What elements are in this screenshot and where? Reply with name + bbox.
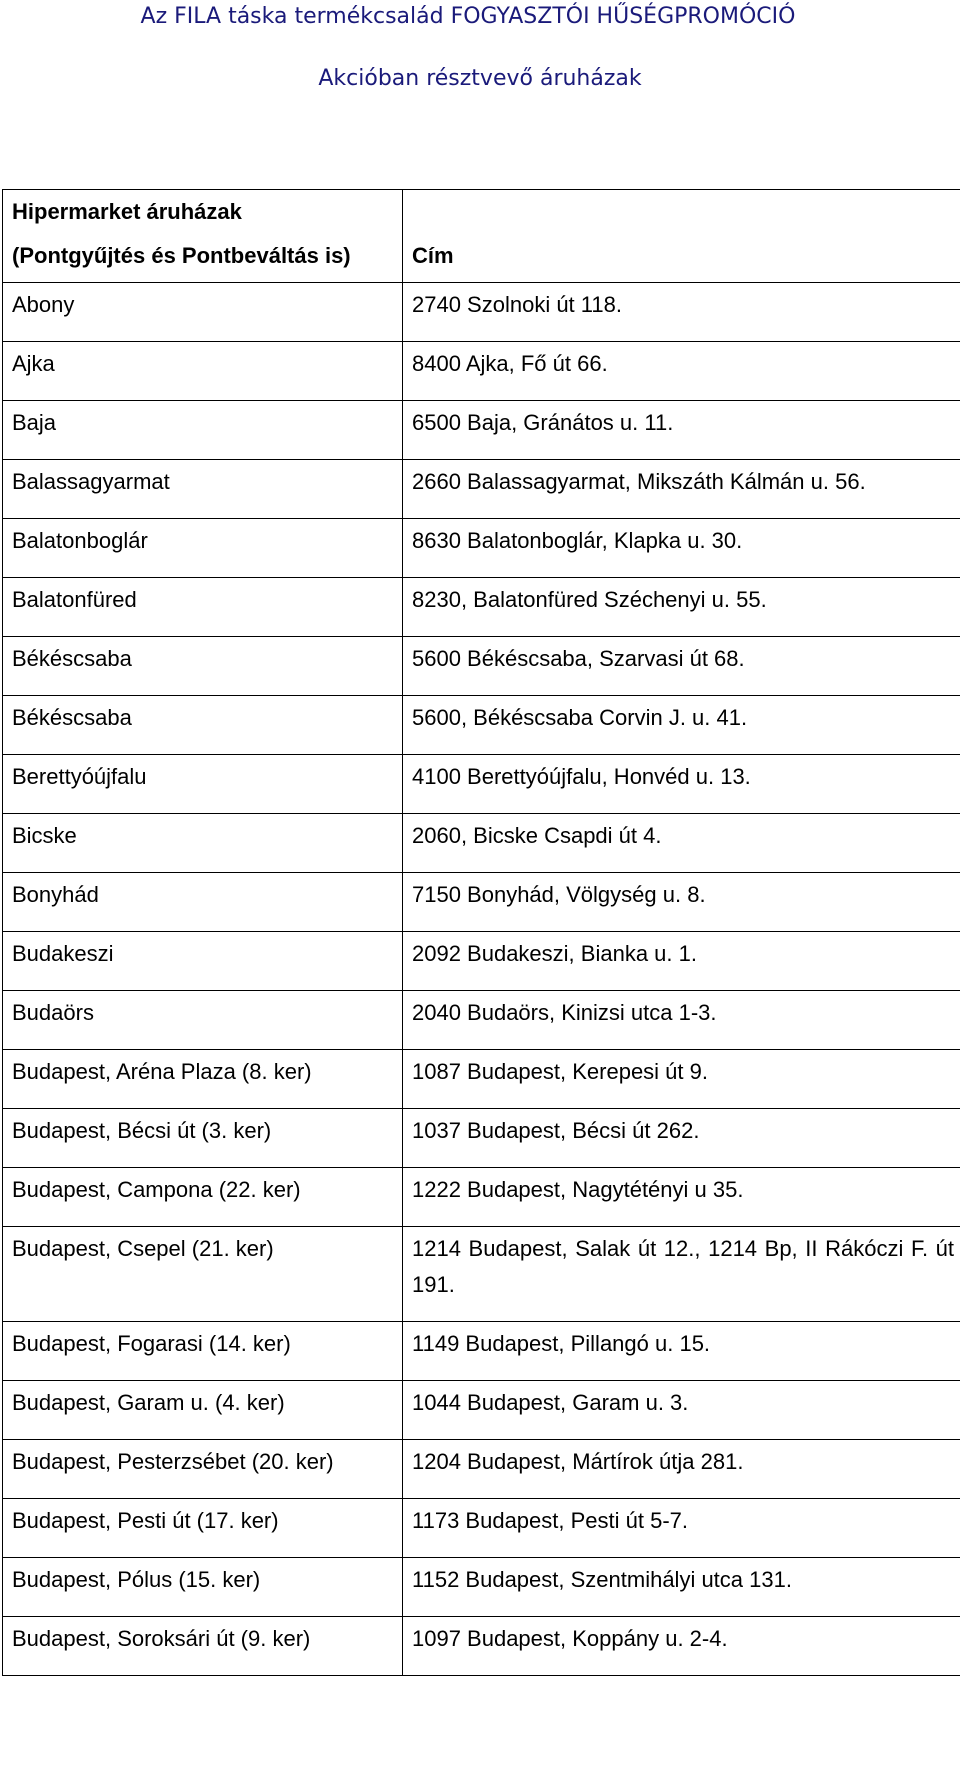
store-address: 2740 Szolnoki út 118. bbox=[412, 292, 622, 317]
store-name: Budapest, Pesti út (17. ker) bbox=[12, 1508, 279, 1533]
store-cell bbox=[3, 932, 403, 991]
store-address: 5600 Békéscsaba, Szarvasi út 68. bbox=[412, 646, 745, 671]
store-cell bbox=[3, 1322, 403, 1381]
table-row bbox=[3, 991, 960, 1050]
store-cell bbox=[3, 519, 403, 578]
address-cell bbox=[403, 991, 960, 1050]
store-cell bbox=[3, 755, 403, 814]
table-row bbox=[3, 932, 960, 991]
store-address: 8400 Ajka, Fő út 66. bbox=[412, 351, 608, 376]
table-row bbox=[3, 401, 960, 460]
store-address: 4100 Berettyóújfalu, Honvéd u. 13. bbox=[412, 764, 751, 789]
table-row bbox=[3, 1440, 960, 1499]
page-subtitle: Akcióban résztvevő áruházak bbox=[318, 66, 642, 91]
store-name: Budapest, Fogarasi (14. ker) bbox=[12, 1331, 291, 1356]
store-name: Bicske bbox=[12, 823, 77, 848]
store-cell bbox=[3, 1499, 403, 1558]
table-row bbox=[3, 1381, 960, 1440]
store-cell bbox=[3, 1617, 403, 1676]
address-cell bbox=[403, 1381, 960, 1440]
store-name: Budapest, Csepel (21. ker) bbox=[12, 1236, 274, 1261]
address-cell bbox=[403, 1322, 960, 1381]
table-row bbox=[3, 873, 960, 932]
store-name: Budapest, Bécsi út (3. ker) bbox=[12, 1118, 272, 1143]
store-address: 1044 Budapest, Garam u. 3. bbox=[412, 1390, 689, 1415]
store-cell bbox=[3, 1558, 403, 1617]
store-cell bbox=[3, 1381, 403, 1440]
table-row bbox=[3, 283, 960, 342]
store-cell bbox=[3, 873, 403, 932]
address-cell bbox=[403, 1168, 960, 1227]
store-cell bbox=[3, 1050, 403, 1109]
store-address: 8230, Balatonfüred Széchenyi u. 55. bbox=[412, 587, 767, 612]
store-address: 6500 Baja, Gránátos u. 11. bbox=[412, 410, 674, 435]
table-row bbox=[3, 1050, 960, 1109]
address-cell bbox=[403, 1558, 960, 1617]
store-cell bbox=[3, 1168, 403, 1227]
table-row bbox=[3, 1617, 960, 1676]
store-address: 2660 Balassagyarmat, Mikszáth Kálmán u. 56. bbox=[412, 469, 866, 494]
address-cell bbox=[403, 932, 960, 991]
address-cell bbox=[403, 578, 960, 637]
header-store-title: Hipermarket áruházak bbox=[12, 199, 242, 224]
store-cell bbox=[3, 1227, 403, 1322]
store-name: Békéscsaba bbox=[12, 646, 132, 671]
address-cell bbox=[403, 637, 960, 696]
table-row bbox=[3, 1558, 960, 1617]
store-address: 7150 Bonyhád, Völgység u. 8. bbox=[412, 882, 706, 907]
store-cell bbox=[3, 1440, 403, 1499]
store-cell bbox=[3, 814, 403, 873]
store-cell bbox=[3, 578, 403, 637]
store-address: 5600, Békéscsaba Corvin J. u. 41. bbox=[412, 705, 748, 730]
store-cell bbox=[3, 637, 403, 696]
store-name: Balatonfüred bbox=[12, 587, 137, 612]
address-cell bbox=[403, 1227, 960, 1322]
store-cell bbox=[3, 1109, 403, 1168]
store-name: Budapest, Garam u. (4. ker) bbox=[12, 1390, 285, 1415]
store-name: Balassagyarmat bbox=[12, 469, 170, 494]
address-cell bbox=[403, 696, 960, 755]
address-cell bbox=[403, 1109, 960, 1168]
address-cell bbox=[403, 342, 960, 401]
table-row bbox=[3, 637, 960, 696]
table-row bbox=[3, 696, 960, 755]
store-address: 2060, Bicske Csapdi út 4. bbox=[412, 823, 662, 848]
address-cell bbox=[403, 401, 960, 460]
store-cell bbox=[3, 283, 403, 342]
store-address: 1204 Budapest, Mártírok útja 281. bbox=[412, 1449, 744, 1474]
store-name: Bonyhád bbox=[12, 882, 99, 907]
table-header-row bbox=[3, 190, 960, 283]
store-name: Békéscsaba bbox=[12, 705, 132, 730]
store-name: Budapest, Soroksári út (9. ker) bbox=[12, 1626, 311, 1651]
store-name: Abony bbox=[12, 292, 75, 317]
address-cell bbox=[403, 519, 960, 578]
store-address: 2092 Budakeszi, Bianka u. 1. bbox=[412, 941, 697, 966]
address-cell bbox=[403, 814, 960, 873]
store-name: Budapest, Aréna Plaza (8. ker) bbox=[12, 1059, 312, 1084]
store-name: Budapest, Campona (22. ker) bbox=[12, 1177, 301, 1202]
table-row bbox=[3, 460, 960, 519]
store-address: 1087 Budapest, Kerepesi út 9. bbox=[412, 1059, 708, 1084]
table-row bbox=[3, 342, 960, 401]
store-name: Budapest, Pesterzsébet (20. ker) bbox=[12, 1449, 334, 1474]
store-address: 1152 Budapest, Szentmihályi utca 131. bbox=[412, 1567, 792, 1592]
header-address-title: Cím bbox=[412, 243, 454, 268]
stores-table bbox=[2, 189, 960, 1676]
table-row bbox=[3, 519, 960, 578]
table-row bbox=[3, 1227, 960, 1322]
store-name: Budakeszi bbox=[12, 941, 114, 966]
header-store-cell bbox=[3, 190, 403, 283]
table-row bbox=[3, 578, 960, 637]
store-address: 2040 Budaörs, Kinizsi utca 1-3. bbox=[412, 1000, 717, 1025]
store-address: 1037 Budapest, Bécsi út 262. bbox=[412, 1118, 700, 1143]
store-name: Baja bbox=[12, 410, 57, 435]
store-name: Budapest, Pólus (15. ker) bbox=[12, 1567, 261, 1592]
address-cell bbox=[403, 460, 960, 519]
store-name: Budaörs bbox=[12, 1000, 94, 1025]
address-cell bbox=[403, 283, 960, 342]
header-address-cell bbox=[403, 190, 960, 283]
header-store-subtitle: (Pontgyűjtés és Pontbeváltás is) bbox=[12, 243, 351, 268]
store-cell bbox=[3, 401, 403, 460]
store-address: 1214 Budapest, Salak út 12., 1214 Bp, II Rákóczi F. út 191. bbox=[412, 1236, 954, 1297]
store-cell bbox=[3, 991, 403, 1050]
store-address: 1222 Budapest, Nagytétényi u 35. bbox=[412, 1177, 744, 1202]
store-name: Balatonboglár bbox=[12, 528, 148, 553]
table-row bbox=[3, 755, 960, 814]
store-cell bbox=[3, 696, 403, 755]
store-cell bbox=[3, 460, 403, 519]
table-row bbox=[3, 1499, 960, 1558]
store-address: 1173 Budapest, Pesti út 5-7. bbox=[412, 1508, 688, 1533]
table-row bbox=[3, 1168, 960, 1227]
table-row bbox=[3, 1322, 960, 1381]
store-name: Ajka bbox=[12, 351, 55, 376]
store-address: 1149 Budapest, Pillangó u. 15. bbox=[412, 1331, 711, 1356]
address-cell bbox=[403, 1440, 960, 1499]
store-address: 1097 Budapest, Koppány u. 2-4. bbox=[412, 1626, 728, 1651]
store-address: 8630 Balatonboglár, Klapka u. 30. bbox=[412, 528, 743, 553]
address-cell bbox=[403, 1050, 960, 1109]
table-row bbox=[3, 814, 960, 873]
address-cell bbox=[403, 1617, 960, 1676]
page-title: Az FILA táska termékcsalád FOGYASZTÓI HŰSÉGPROMÓCIÓ bbox=[140, 4, 796, 29]
table-row bbox=[3, 1109, 960, 1168]
store-name: Berettyóújfalu bbox=[12, 764, 147, 789]
address-cell bbox=[403, 755, 960, 814]
address-cell bbox=[403, 1499, 960, 1558]
store-cell bbox=[3, 342, 403, 401]
address-cell bbox=[403, 873, 960, 932]
